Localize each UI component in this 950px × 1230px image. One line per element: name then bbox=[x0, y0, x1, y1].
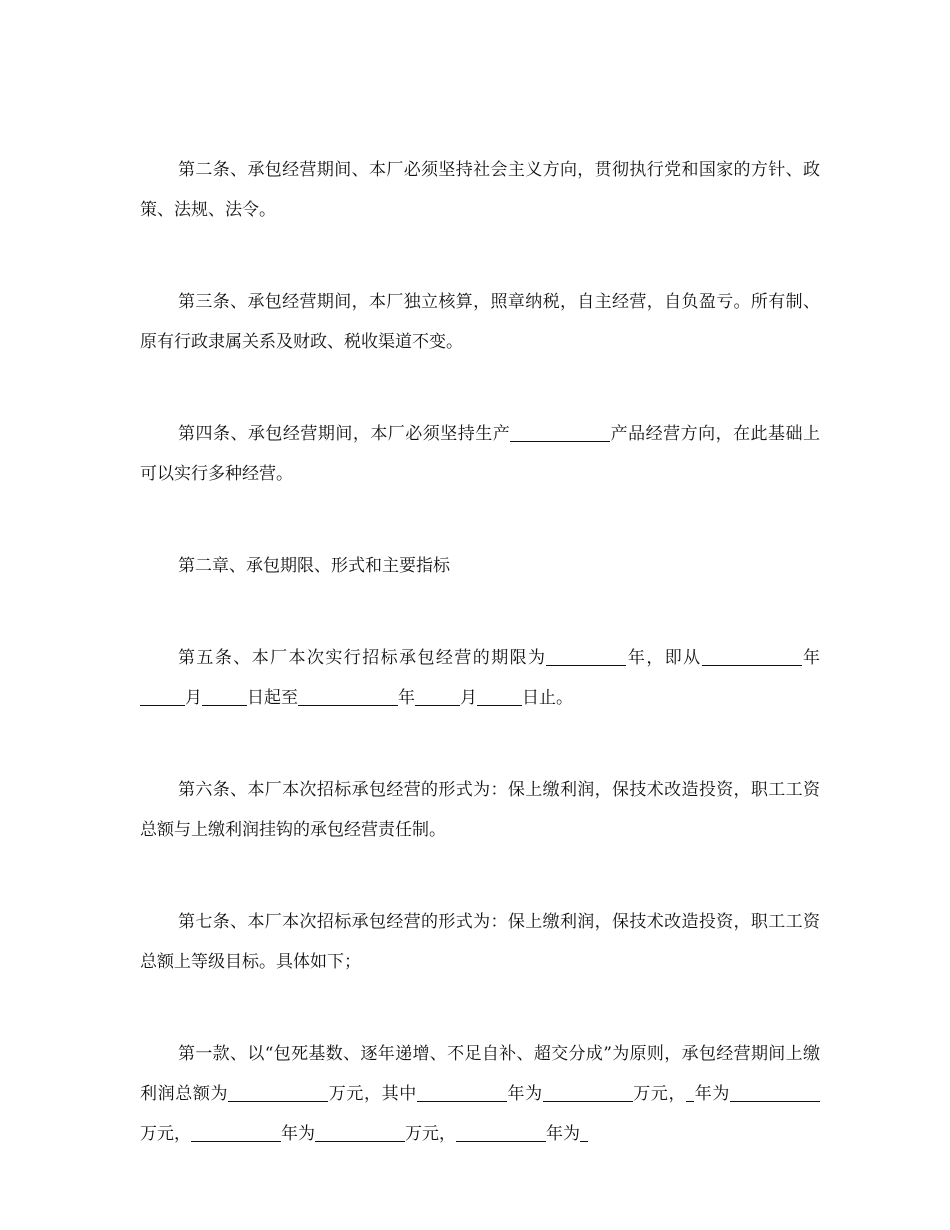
clause-1-text-6: 万元， bbox=[140, 1124, 191, 1144]
article-5-text-7: 月 bbox=[460, 688, 477, 708]
blank-end-year[interactable] bbox=[298, 687, 398, 706]
article-5 bbox=[140, 638, 820, 718]
clause-1-text-4: 万元， bbox=[632, 1084, 687, 1104]
blank-year-4[interactable] bbox=[456, 1123, 546, 1142]
article-4-text-2: 产品经营方向，在此基础上可以实行多种经营。 bbox=[140, 424, 821, 484]
chapter-2-heading bbox=[140, 546, 820, 586]
article-5-text-6: 年 bbox=[398, 688, 415, 708]
article-5-text-8: 日止。 bbox=[522, 688, 573, 708]
clause-1-text-9: 年为 bbox=[546, 1124, 580, 1144]
blank-total-profit[interactable] bbox=[228, 1083, 328, 1102]
blank-start-year[interactable] bbox=[702, 647, 802, 666]
clause-1-text-1: 第一款、以“包死基数、逐年递增、不足自补、超交分成”为原则，承包经营期间上缴利润总额为 bbox=[140, 1044, 820, 1104]
chapter-2-title: 第二章、承包期限、形式和主要指标 bbox=[178, 556, 450, 576]
article-2 bbox=[140, 150, 820, 230]
blank-end-month[interactable] bbox=[415, 687, 460, 706]
article-7 bbox=[140, 902, 820, 982]
article-4 bbox=[140, 414, 820, 494]
article-4-text-1: 第四条、承包经营期间，本厂必须坚持生产 bbox=[178, 424, 511, 444]
clause-1 bbox=[140, 1034, 820, 1154]
blank-start-day[interactable] bbox=[202, 687, 247, 706]
article-3-text: 第三条、承包经营期间，本厂独立核算，照章纳税，自主经营，自负盈亏。所有制、原有行政隶属关系及财政、税收渠道不变。 bbox=[140, 292, 820, 352]
blank-amount-2[interactable] bbox=[730, 1083, 820, 1102]
blank-end-day[interactable] bbox=[477, 687, 522, 706]
article-5-text-4: 月 bbox=[185, 688, 202, 708]
clause-1-text-2: 万元，其中 bbox=[328, 1084, 417, 1104]
clause-1-text-5: 年为 bbox=[694, 1084, 731, 1104]
blank-year-1[interactable] bbox=[417, 1083, 507, 1102]
clause-1-text-8: 万元， bbox=[405, 1124, 456, 1144]
blank-amount-1[interactable] bbox=[543, 1083, 633, 1102]
blank-amount-3[interactable] bbox=[315, 1123, 405, 1142]
blank-start-month[interactable] bbox=[140, 687, 185, 706]
article-5-text-5: 日起至 bbox=[247, 688, 298, 708]
blank-term-years[interactable] bbox=[546, 647, 626, 666]
clause-1-text-3: 年为 bbox=[506, 1084, 543, 1104]
article-5-text-1: 第五条、本厂本次实行招标承包经营的期限为 bbox=[178, 648, 547, 668]
article-6 bbox=[140, 770, 820, 850]
blank-year-3[interactable] bbox=[191, 1123, 281, 1142]
article-3 bbox=[140, 282, 820, 362]
blank-year-2[interactable] bbox=[686, 1083, 694, 1102]
blank-amount-4[interactable] bbox=[580, 1123, 588, 1142]
article-7-text: 第七条、本厂本次招标承包经营的形式为：保上缴利润，保技术改造投资，职工工资总额上等级目标。具体如下； bbox=[140, 912, 820, 972]
article-5-text-3: 年 bbox=[801, 648, 821, 668]
clause-1-text-7: 年为 bbox=[281, 1124, 315, 1144]
document-page bbox=[140, 150, 820, 1154]
article-6-text: 第六条、本厂本次招标承包经营的形式为：保上缴利润，保技术改造投资，职工工资总额与上缴利润挂钩的承包经营责任制。 bbox=[140, 780, 820, 840]
article-2-text: 第二条、承包经营期间、本厂必须坚持社会主义方向，贯彻执行党和国家的方针、政策、法规、法令。 bbox=[140, 160, 820, 220]
article-5-text-2: 年，即从 bbox=[626, 648, 702, 668]
blank-product[interactable] bbox=[510, 423, 610, 442]
